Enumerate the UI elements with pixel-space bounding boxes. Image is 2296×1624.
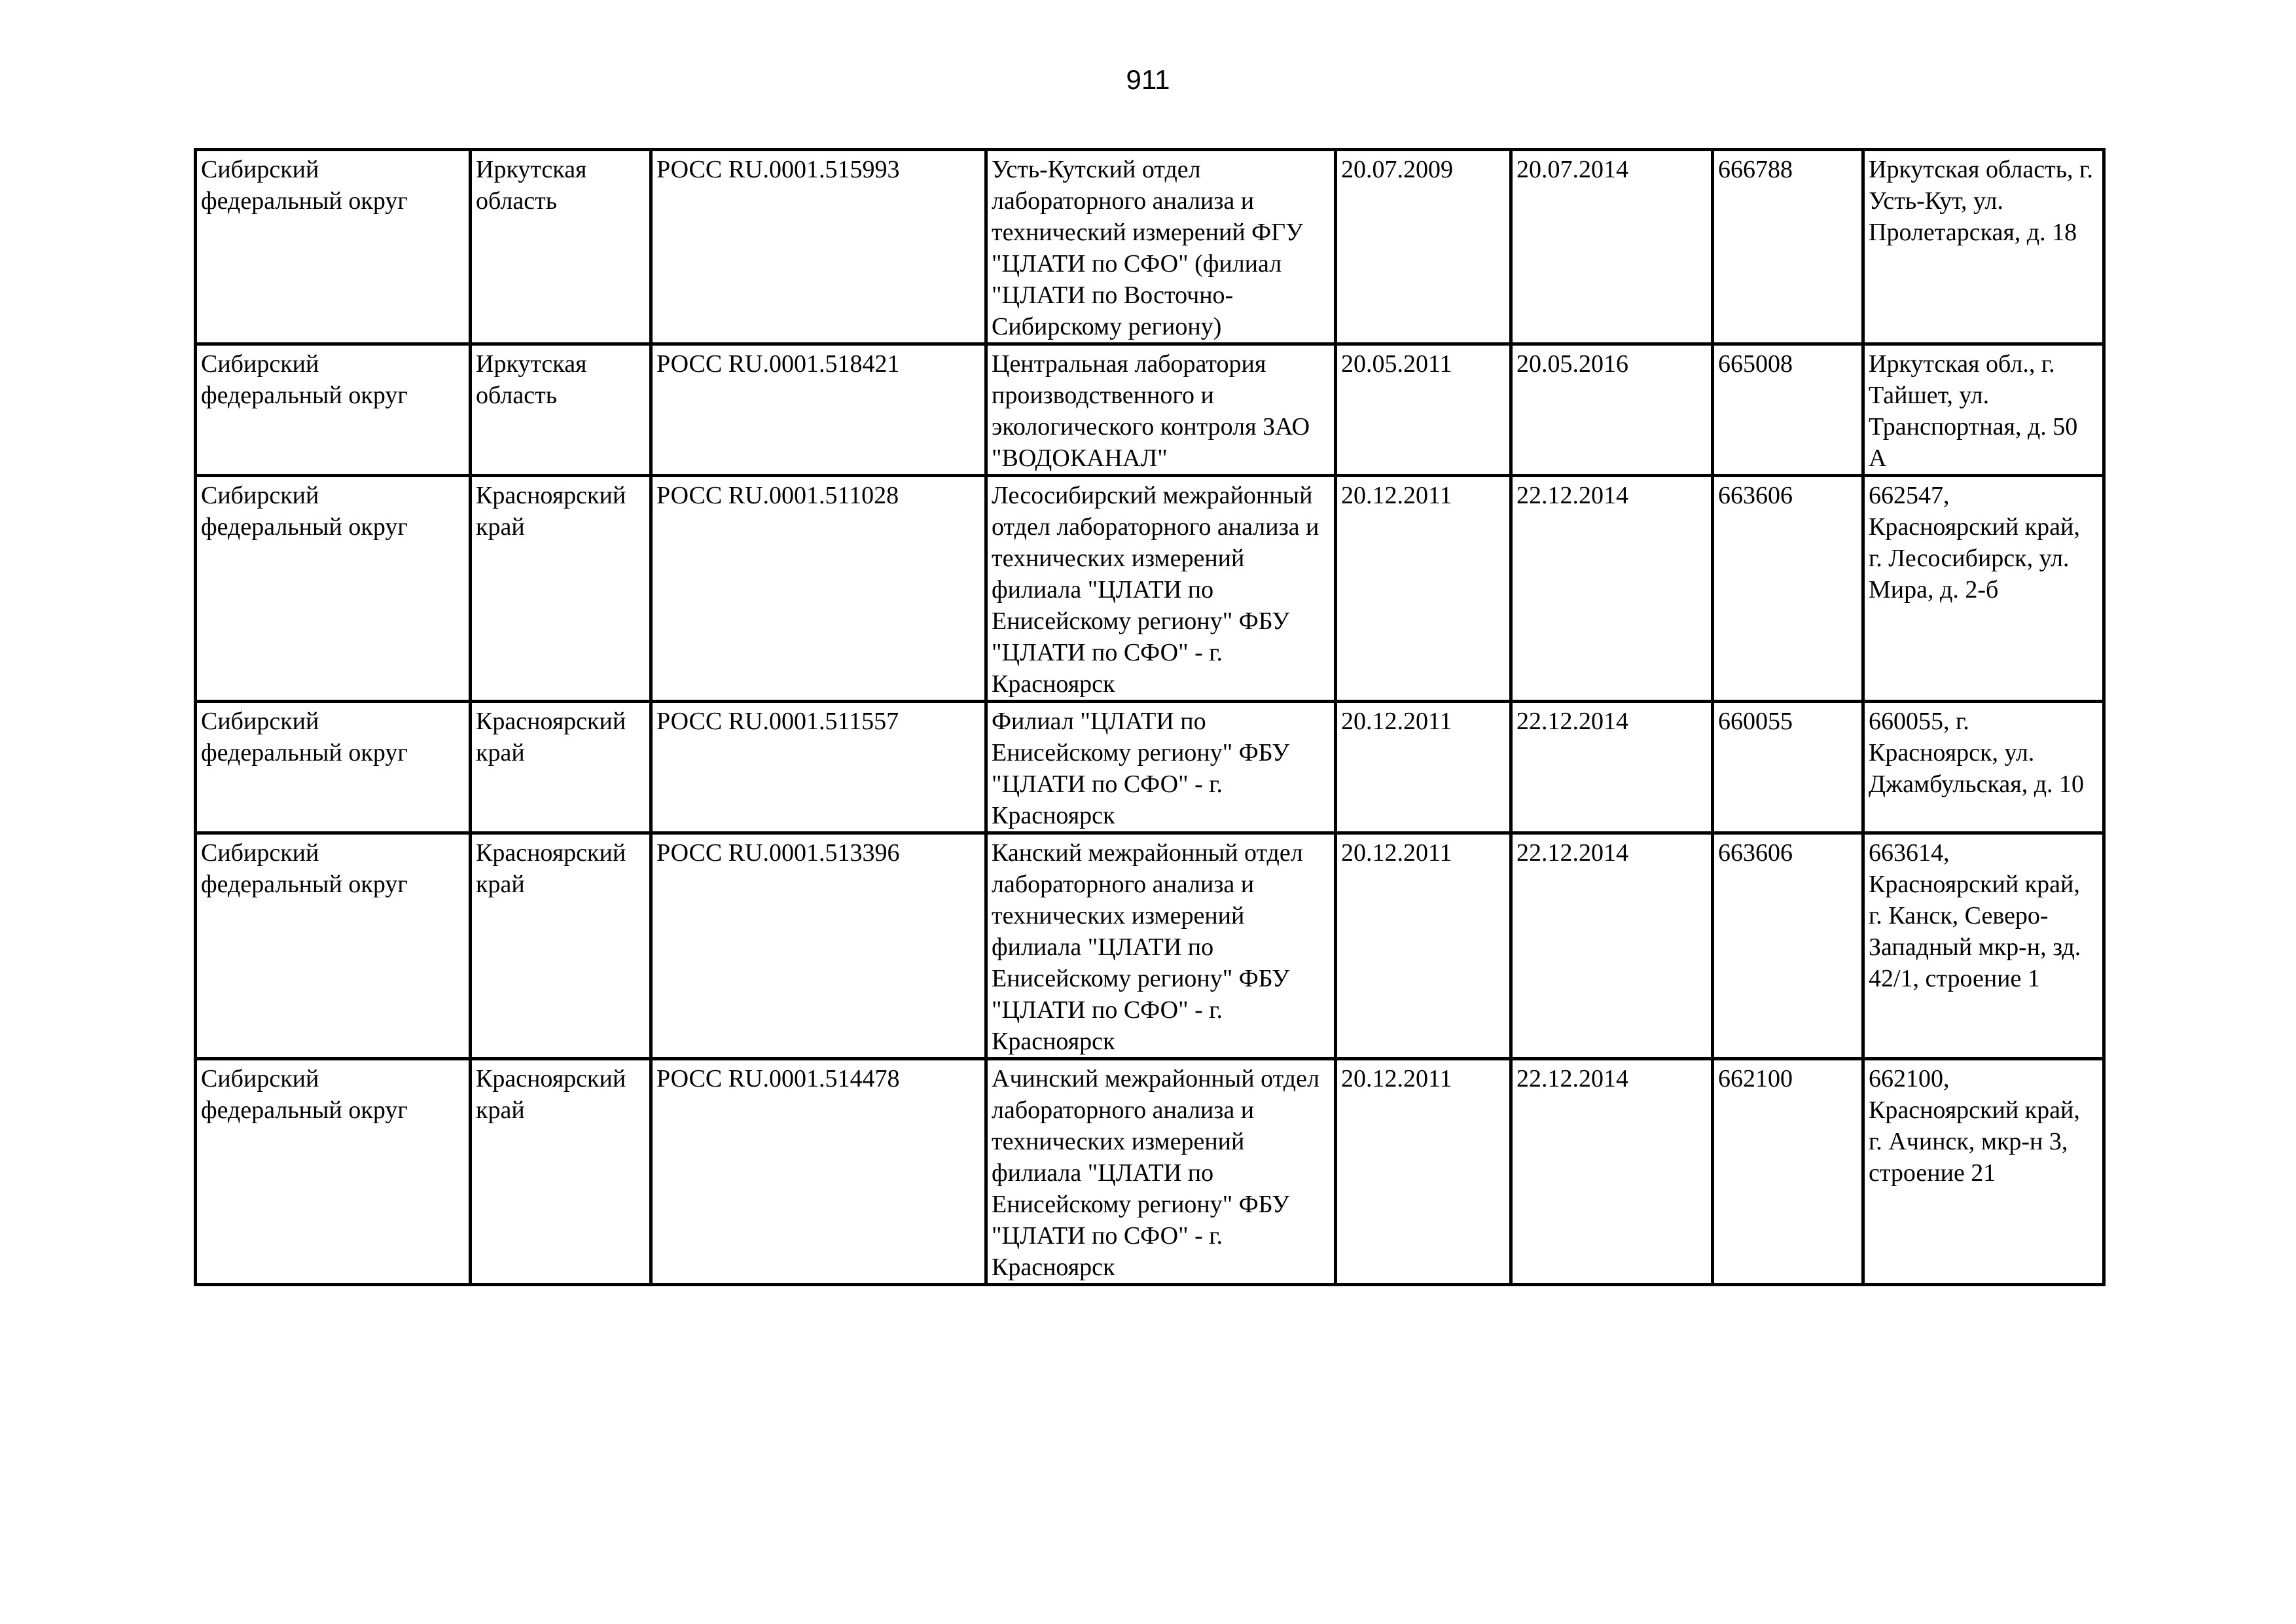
- district-cell: Сибирский федеральный округ: [196, 833, 471, 1059]
- certificate-cell: РОСС RU.0001.511557: [651, 702, 986, 833]
- date-from-cell: 20.07.2009: [1336, 150, 1511, 344]
- organization-cell: Ачинский межрайонный отдел лабораторного анализа и технических измерений филиала "ЦЛАТИ по Енисейскому региону" ФБУ "ЦЛАТИ по СФО" - г. Красноярск: [986, 1059, 1336, 1285]
- region-cell: Красноярский край: [471, 833, 651, 1059]
- address-cell: 662100, Красноярский край, г. Ачинск, мкр-н 3, строение 21: [1863, 1059, 2104, 1285]
- page-number: 911: [1126, 64, 1170, 95]
- organization-cell: Центральная лаборатория производственного и экологического контроля ЗАО "ВОДОКАНАЛ": [986, 344, 1336, 476]
- table-row: [196, 702, 2104, 833]
- district-cell: Сибирский федеральный округ: [196, 344, 471, 476]
- address-cell: 662547, Красноярский край, г. Лесосибирск, ул. Мира, д. 2-б: [1863, 476, 2104, 702]
- region-cell: Красноярский край: [471, 702, 651, 833]
- date-from-cell: 20.12.2011: [1336, 702, 1511, 833]
- date-from-cell: 20.12.2011: [1336, 833, 1511, 1059]
- address-cell: Иркутская область, г. Усть-Кут, ул. Пролетарская, д. 18: [1863, 150, 2104, 344]
- table-row: [196, 833, 2104, 1059]
- district-cell: Сибирский федеральный округ: [196, 1059, 471, 1285]
- district-cell: Сибирский федеральный округ: [196, 476, 471, 702]
- registry-table: [194, 148, 2106, 1286]
- certificate-cell: РОСС RU.0001.518421: [651, 344, 986, 476]
- certificate-cell: РОСС RU.0001.511028: [651, 476, 986, 702]
- table-row: [196, 476, 2104, 702]
- region-cell: Красноярский край: [471, 1059, 651, 1285]
- code-cell: 663606: [1713, 476, 1863, 702]
- district-cell: Сибирский федеральный округ: [196, 702, 471, 833]
- address-cell: 663614, Красноярский край, г. Канск, Северо- Западный мкр-н, зд. 42/1, строение 1: [1863, 833, 2104, 1059]
- region-cell: Иркутская область: [471, 344, 651, 476]
- date-to-cell: 20.07.2014: [1511, 150, 1713, 344]
- region-cell: Иркутская область: [471, 150, 651, 344]
- table-row: [196, 344, 2104, 476]
- certificate-cell: РОСС RU.0001.515993: [651, 150, 986, 344]
- certificate-cell: РОСС RU.0001.513396: [651, 833, 986, 1059]
- date-to-cell: 22.12.2014: [1511, 476, 1713, 702]
- date-to-cell: 22.12.2014: [1511, 1059, 1713, 1285]
- organization-cell: Канский межрайонный отдел лабораторного анализа и технических измерений филиала "ЦЛАТИ по Енисейскому региону" ФБУ "ЦЛАТИ по СФО" - г. Красноярск: [986, 833, 1336, 1059]
- table-row: [196, 150, 2104, 344]
- date-from-cell: 20.05.2011: [1336, 344, 1511, 476]
- code-cell: 662100: [1713, 1059, 1863, 1285]
- district-cell: Сибирский федеральный округ: [196, 150, 471, 344]
- date-to-cell: 22.12.2014: [1511, 833, 1713, 1059]
- address-cell: Иркутская обл., г. Тайшет, ул. Транспортная, д. 50 А: [1863, 344, 2104, 476]
- code-cell: 663606: [1713, 833, 1863, 1059]
- date-from-cell: 20.12.2011: [1336, 476, 1511, 702]
- region-cell: Красноярский край: [471, 476, 651, 702]
- date-to-cell: 22.12.2014: [1511, 702, 1713, 833]
- code-cell: 666788: [1713, 150, 1863, 344]
- organization-cell: Лесосибирский межрайонный отдел лабораторного анализа и технических измерений филиала "ЦЛАТИ по Енисейскому региону" ФБУ "ЦЛАТИ по СФО" - г. Красноярск: [986, 476, 1336, 702]
- organization-cell: Усть-Кутский отдел лабораторного анализа и технический измерений ФГУ "ЦЛАТИ по СФО" (филиал "ЦЛАТИ по Восточно- Сибирскому региону): [986, 150, 1336, 344]
- date-from-cell: 20.12.2011: [1336, 1059, 1511, 1285]
- date-to-cell: 20.05.2016: [1511, 344, 1713, 476]
- table-row: [196, 1059, 2104, 1285]
- code-cell: 665008: [1713, 344, 1863, 476]
- code-cell: 660055: [1713, 702, 1863, 833]
- address-cell: 660055, г. Красноярск, ул. Джамбульская, д. 10: [1863, 702, 2104, 833]
- organization-cell: Филиал "ЦЛАТИ по Енисейскому региону" ФБУ "ЦЛАТИ по СФО" - г. Красноярск: [986, 702, 1336, 833]
- certificate-cell: РОСС RU.0001.514478: [651, 1059, 986, 1285]
